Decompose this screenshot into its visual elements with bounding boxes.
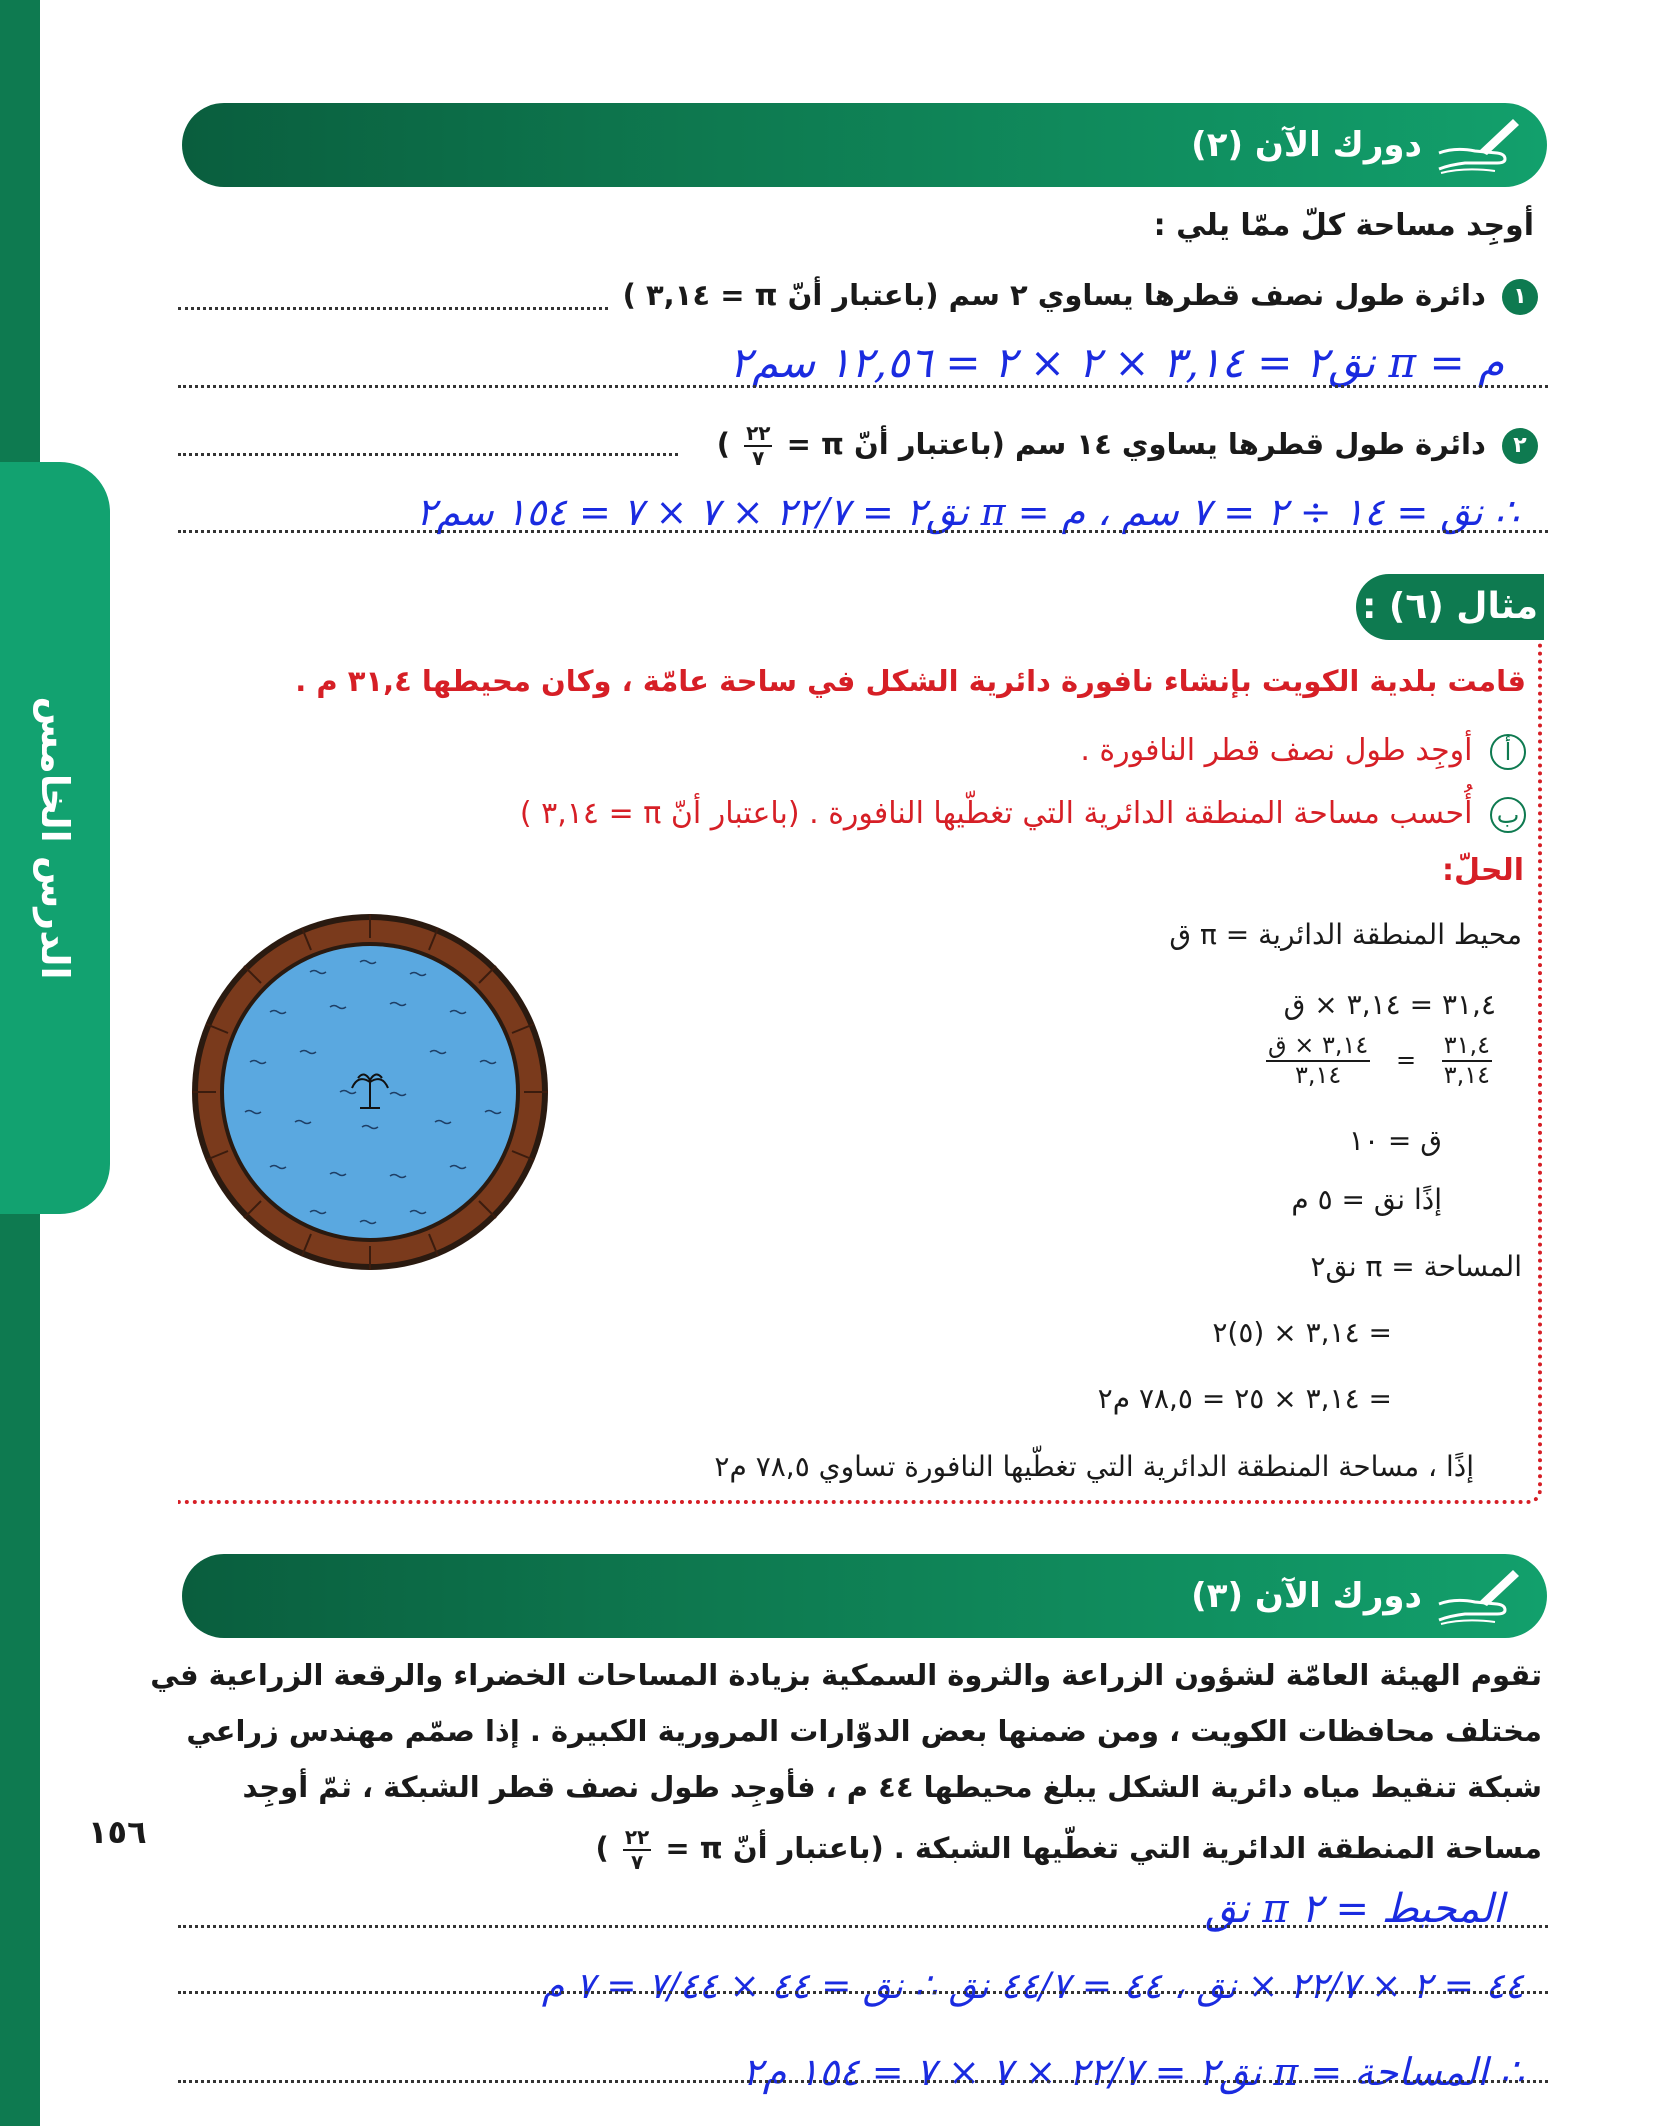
part-b-letter: ب — [1490, 797, 1526, 833]
question-1 — [623, 278, 1538, 315]
right-fraction-numerator: ٣,١٤ × ق — [1266, 1032, 1370, 1062]
answer-line — [178, 1925, 1548, 1928]
example-title: مثال (٦) : — [1356, 574, 1544, 640]
answer-line — [178, 1991, 1548, 1994]
paragraph-line-1: تقوم الهيئة العامّة لشؤون الزراعة والثروة السمكية بزيادة المساحات الخضراء والرقعة الزراعية في — [150, 1658, 1542, 1692]
example-problem: قامت بلدية الكويت بإنشاء نافورة دائرية الشكل في ساحة عامّة ، وكان محيطها ٣١,٤ م . — [295, 664, 1526, 698]
answer-line — [178, 2080, 1548, 2083]
left-fraction-numerator: ٣١,٤ — [1442, 1032, 1492, 1062]
solution-line-3 — [1262, 1032, 1496, 1089]
handwritten-answer-1: م = π نق٢ = ٣,١٤ × ٢ × ٢ = ١٢,٥٦ سم٢ — [729, 338, 1504, 387]
solution-conclusion: إذًا ، مساحة المنطقة الدائرية التي تغطّيها النافورة تساوي ٧٨,٥ م٢ — [714, 1450, 1474, 1483]
part-b-text: أُحسب مساحة المنطقة الدائرية التي تغطّيها النافورة . (باعتبار أنّ π = ٣,١٤ ) — [519, 796, 1473, 831]
writing-hand-icon — [1435, 113, 1525, 177]
part-a-text: أوجِد طول نصف قطر النافورة . — [1080, 733, 1473, 768]
solution-line-7: = ٣,١٤ × (٥)٢ — [1212, 1316, 1392, 1349]
answer-line — [178, 307, 608, 310]
lesson-tab-label: الدرس الخامس — [33, 696, 77, 980]
right-fraction-denominator: ٣,١٤ — [1294, 1060, 1342, 1089]
example-part-b — [520, 796, 1526, 833]
fraction-numerator: ٢٢ — [624, 1825, 650, 1849]
handwritten-work-3: ∴ المساحة = π نق٢ = ٢٢/٧ × ٧ × ٧ = ١٥٤ م٢ — [742, 2050, 1524, 2094]
lesson-tab — [0, 462, 110, 1214]
equals-sign: = — [1395, 1045, 1417, 1074]
question-1-number: ١ — [1502, 279, 1538, 315]
handwritten-answer-2: ∴ نق = ١٤ ÷ ٢ = ٧ سم ، م = π نق٢ = ٢٢/٧ × ٧ × ٧ = ١٥٤ سم٢ — [416, 490, 1519, 534]
paragraph-line-4-text: مساحة المنطقة الدائرية التي تغطّيها الشبكة . (باعتبار أنّ π = — [655, 1831, 1542, 1865]
question-1-text: دائرة طول نصف قطرها يساوي ٢ سم (باعتبار أنّ π = ٣,١٤ ) — [622, 278, 1486, 312]
section-2-title: دورك الآن (٣) — [1191, 1576, 1422, 1616]
solution-label: الحلّ: — [1442, 853, 1524, 888]
part-a-letter: أ — [1490, 734, 1526, 770]
solution-line-4: ق = ١٠ — [1348, 1124, 1442, 1157]
fraction-denominator: ٧ — [630, 1850, 644, 1874]
question-2 — [717, 422, 1538, 470]
section-banner-1 — [182, 103, 1547, 187]
question-2-number: ٢ — [1502, 428, 1538, 464]
example-part-a — [1080, 733, 1526, 770]
handwritten-work-2: ٤٤ = ٢ × ٢٢/٧ × نق ، ٤٤ = ٤٤/٧ نق ∴ نق = ٤٤ × ٧/٤٤ = ٧ م — [541, 1966, 1524, 2007]
paragraph-line-4 — [595, 1826, 1542, 1874]
fraction-denominator: ٧ — [752, 446, 765, 470]
instruction: أوجِد مساحة كلّ ممّا يلي : — [1153, 208, 1534, 243]
answer-line — [178, 385, 1548, 388]
page-number: ١٥٦ — [88, 1813, 147, 1851]
fraction-numerator: ٢٢ — [746, 421, 771, 445]
writing-hand-icon — [1435, 1564, 1525, 1628]
solution-line-8: = ٣,١٤ × ٢٥ = ٧٨,٥ م٢ — [1097, 1382, 1392, 1415]
section-banner-2 — [182, 1554, 1547, 1638]
left-fraction-denominator: ٣,١٤ — [1443, 1060, 1490, 1089]
paragraph-line-2: مختلف محافظات الكويت ، ومن ضمنها بعض الدوّارات المرورية الكبيرة . إذا صمّم مهندس زراعي — [186, 1714, 1542, 1748]
paragraph-line-3: شبكة تنقيط مياه دائرية الشكل يبلغ محيطها ٤٤ م ، فأوجِد طول نصف قطر الشبكة ، ثمّ أوجِد — [242, 1770, 1542, 1804]
section-1-title: دورك الآن (٢) — [1191, 125, 1422, 165]
question-2-text: دائرة طول قطرها يساوي ١٤ سم (باعتبار أنّ π = — [776, 427, 1486, 461]
answer-line — [178, 453, 678, 456]
solution-line-6: المساحة = π نق٢ — [1310, 1250, 1522, 1283]
solution-line-2: ٣١,٤ = ٣,١٤ × ق — [1283, 988, 1496, 1021]
solution-line-1: محيط المنطقة الدائرية = π ق — [1169, 918, 1522, 951]
fountain-illustration — [190, 912, 550, 1272]
paragraph-line-4-close: ) — [595, 1831, 609, 1865]
handwritten-work-1: المحيط = ٢ π نق — [1205, 1886, 1504, 1932]
solution-line-5: إذًا نق = ٥ م — [1291, 1183, 1442, 1216]
answer-line — [178, 530, 1548, 533]
question-2-close: ) — [716, 427, 730, 461]
